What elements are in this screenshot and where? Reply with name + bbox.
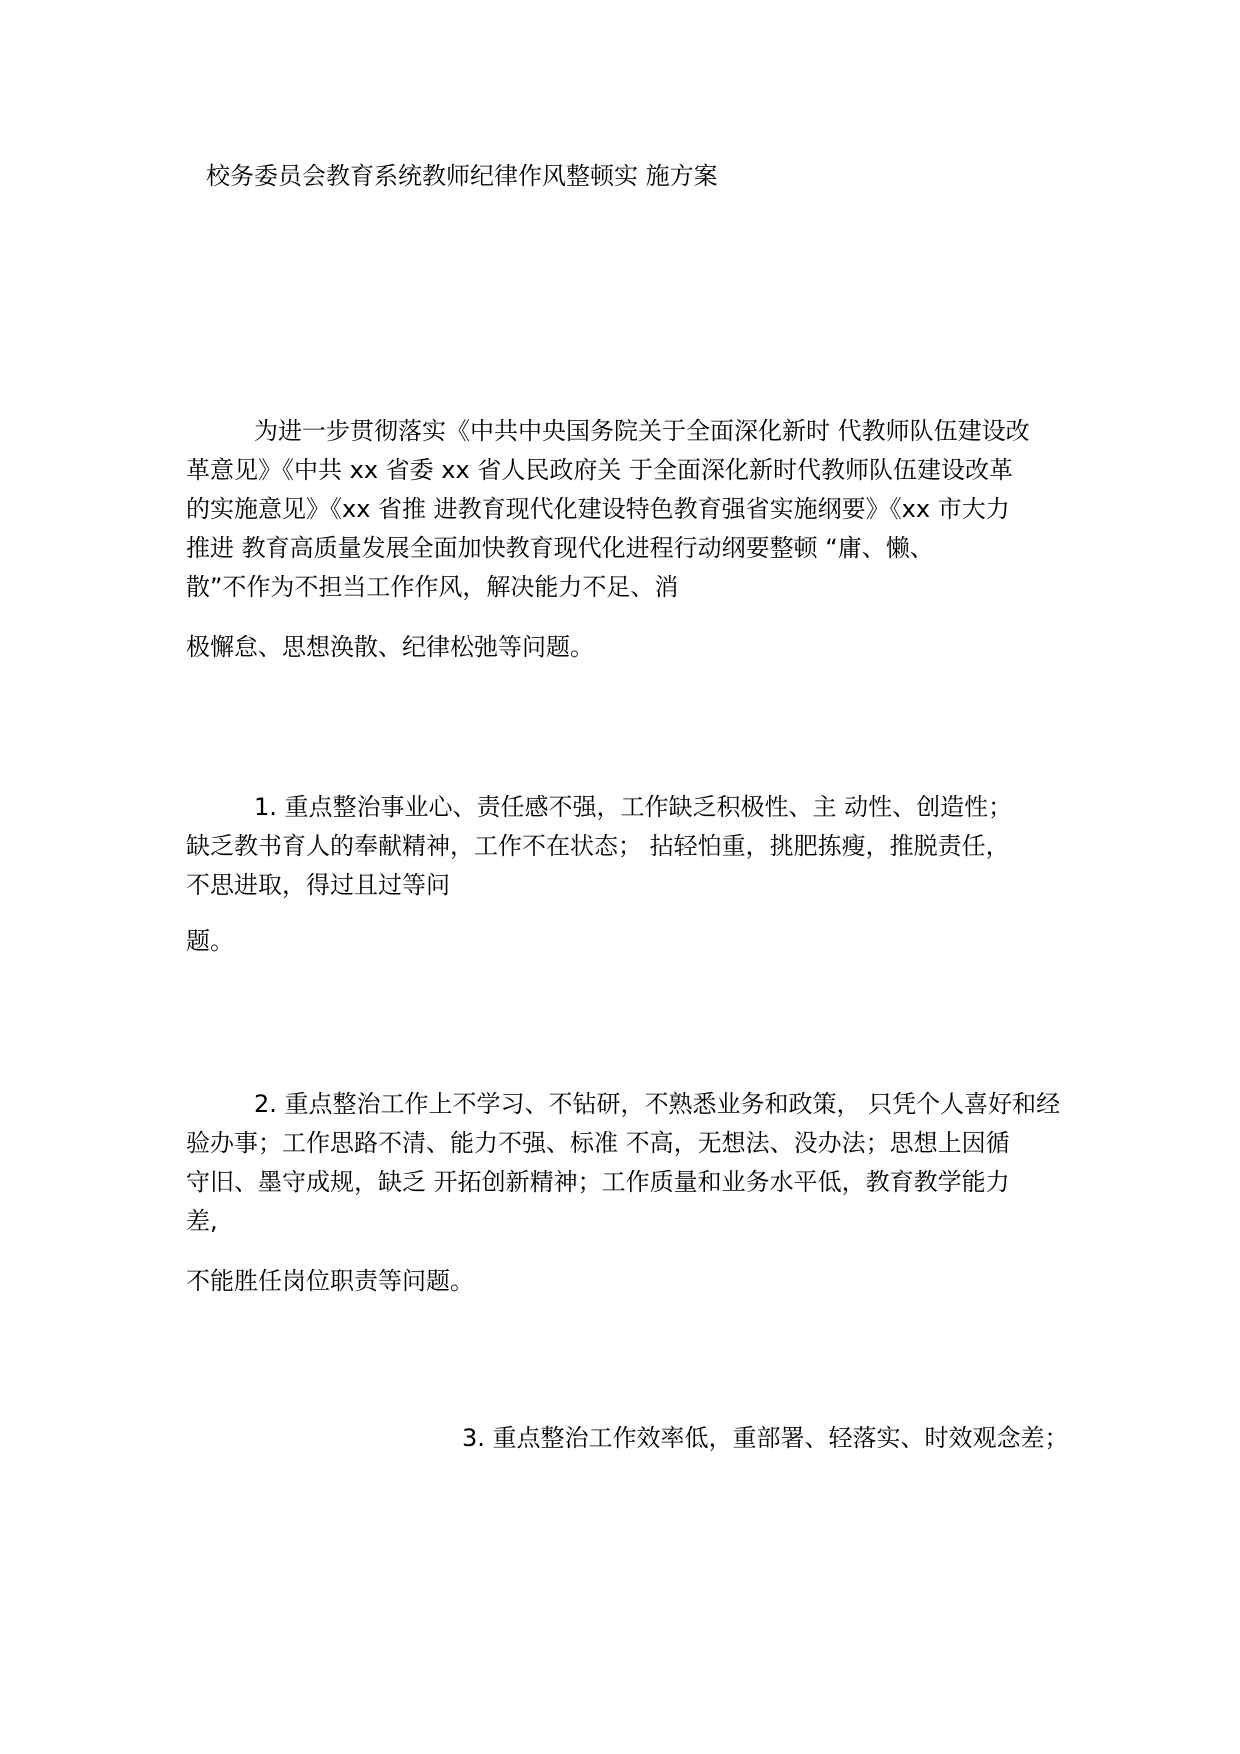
item-1-paragraph: [186, 788, 1066, 905]
intro-line-5: 散”不作为不担当工作作风，解决能力不足、消: [186, 573, 679, 601]
intro-paragraph: [186, 412, 1066, 607]
item-1-line-2: 缺乏教书育人的奉献精神，工作不在状态； 拈轻怕重，挑肥拣瘦，推脱责任，: [186, 832, 1010, 860]
item-2-line-3: 守旧、墨守成规，缺乏 开拓创新精神；工作质量和业务水平低，教育教学能力: [186, 1168, 1010, 1196]
item-2-line-4: 差,: [186, 1207, 218, 1235]
intro-tail-line: 极懈怠、思想涣散、纪律松弛等问题。: [186, 633, 594, 661]
item-1-line-1: 1. 重点整治事业心、责任感不强，工作缺乏积极性、主 动性、创造性；: [254, 793, 1013, 821]
intro-line-1: 为进一步贯彻落实《中共中央国务院关于全面深化新时 代教师队伍建设改: [254, 417, 1030, 445]
item-2-paragraph-tail: [186, 1262, 1066, 1301]
intro-line-3: 的实施意见》《xx 省推 进教育现代化建设特色教育强省实施纲要》《xx 市大力: [186, 495, 1010, 523]
item-2-tail-line: 不能胜任岗位职责等问题。: [186, 1267, 474, 1295]
document-title: 校务委员会教育系统教师纪律作风整顿实 施方案: [206, 162, 718, 190]
item-3-line: 3. 重点整治工作效率低，重部署、轻落实、时效观念差；: [462, 1424, 1069, 1452]
intro-paragraph-tail: [186, 628, 1066, 667]
intro-line-4: 推进 教育高质量发展全面加快教育现代化进程行动纲要整顿 “庸、懒、: [186, 534, 934, 562]
item-1-tail-line: 题。: [186, 927, 234, 955]
item-2-line-2: 验办事；工作思路不清、能力不强、标准 不高，无想法、没办法；思想上因循: [186, 1129, 1010, 1157]
item-2-paragraph: [186, 1085, 1066, 1241]
intro-line-2: 革意见》《中共 xx 省委 xx 省人民政府关 于全面深化新时代教师队伍建设改革: [186, 456, 1013, 484]
item-1-paragraph-tail: [186, 922, 1066, 961]
item-1-line-3: 不思进取，得过且过等问: [186, 871, 450, 899]
item-2-line-1: 2. 重点整治工作上不学习、不钻研，不熟悉业务和政策， 只凭个人喜好和经: [254, 1090, 1061, 1118]
